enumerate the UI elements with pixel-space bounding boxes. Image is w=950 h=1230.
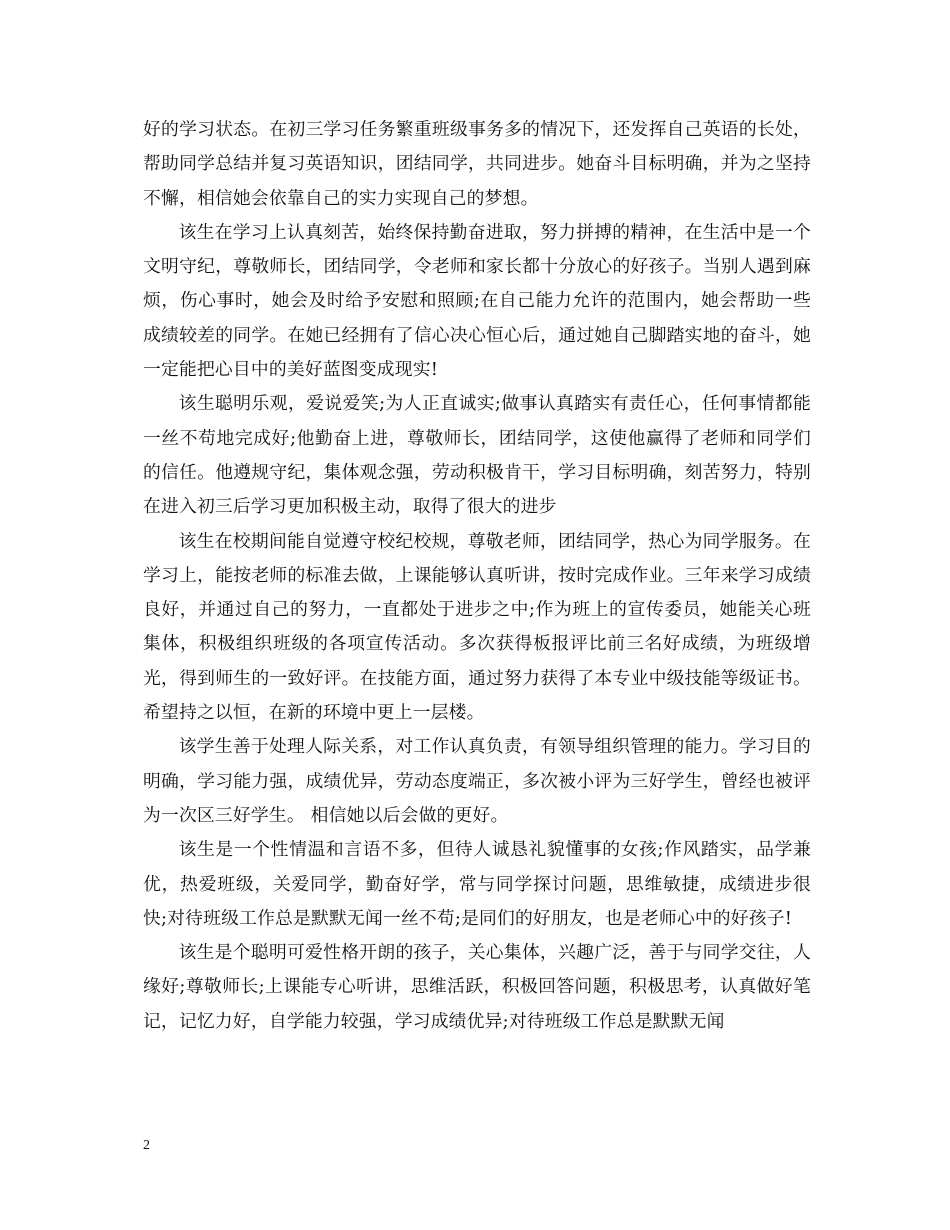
document-body <box>143 113 811 1039</box>
paragraph-2: 该生在学习上认真刻苦，始终保持勤奋进取，努力拼搏的精神，在生活中是一个文明守纪，尊敬师长，团结同学，令老师和家长都十分放心的好孩子。当别人遇到麻烦，伤心事时，她会及时给予安慰和照顾;在自己能力允许的范围内，她会帮助一些成绩较差的同学。在她已经拥有了信心决心恒心后，通过她自己脚踏实地的奋斗，她一定能把心目中的美好蓝图变成现实! <box>143 221 811 381</box>
paragraph-1: 好的学习状态。在初三学习任务繁重班级事务多的情况下，还发挥自己英语的长处，帮助同学总结并复习英语知识，团结同学，共同进步。她奋斗目标明确，并为之坚持不懈，相信她会依靠自己的实力实现自己的梦想。 <box>143 119 811 209</box>
page-number: 2 <box>143 1138 150 1153</box>
paragraph-7: 该生是个聪明可爱性格开朗的孩子，关心集体，兴趣广泛，善于与同学交往，人缘好;尊敬师长;上课能专心听讲，思维活跃，积极回答问题，积极思考，认真做好笔记，记忆力好，自学能力较强，学习成绩优异;对待班级工作总是默默无闻 <box>143 942 811 1032</box>
paragraph-5: 该学生善于处理人际关系，对工作认真负责，有领导组织管理的能力。学习目的明确，学习能力强，成绩优异，劳动态度端正，多次被小评为三好学生，曾经也被评为一次区三好学生。 相信她以后会做的更好。 <box>143 736 811 826</box>
paragraph-3: 该生聪明乐观，爱说爱笑;为人正直诚实;做事认真踏实有责任心，任何事情都能一丝不苟地完成好;他勤奋上进，尊敬师长，团结同学，这使他赢得了老师和同学们的信任。他遵规守纪，集体观念强，劳动积极肯干，学习目标明确，刻苦努力，特别在进入初三后学习更加积极主动，取得了很大的进步 <box>143 393 811 518</box>
paragraph-4: 该生在校期间能自觉遵守校纪校规，尊敬老师，团结同学，热心为同学服务。在学习上，能按老师的标准去做，上课能够认真听讲，按时完成作业。三年来学习成绩良好，并通过自己的努力，一直都处于进步之中;作为班上的宣传委员，她能关心班集体，积极组织班级的各项宣传活动。多次获得板报评比前三名好成绩，为班级增光，得到师生的一致好评。在技能方面，通过努力获得了本专业中级技能等级证书。希望持之以恒，在新的环境中更上一层楼。 <box>143 530 811 724</box>
paragraph-6: 该生是一个性情温和言语不多，但待人诚恳礼貌懂事的女孩;作风踏实，品学兼优，热爱班级，关爱同学，勤奋好学，常与同学探讨问题，思维敏捷，成绩进步很快;对待班级工作总是默默无闻一丝不苟;是同们的好朋友，也是老师心中的好孩子! <box>143 839 811 929</box>
